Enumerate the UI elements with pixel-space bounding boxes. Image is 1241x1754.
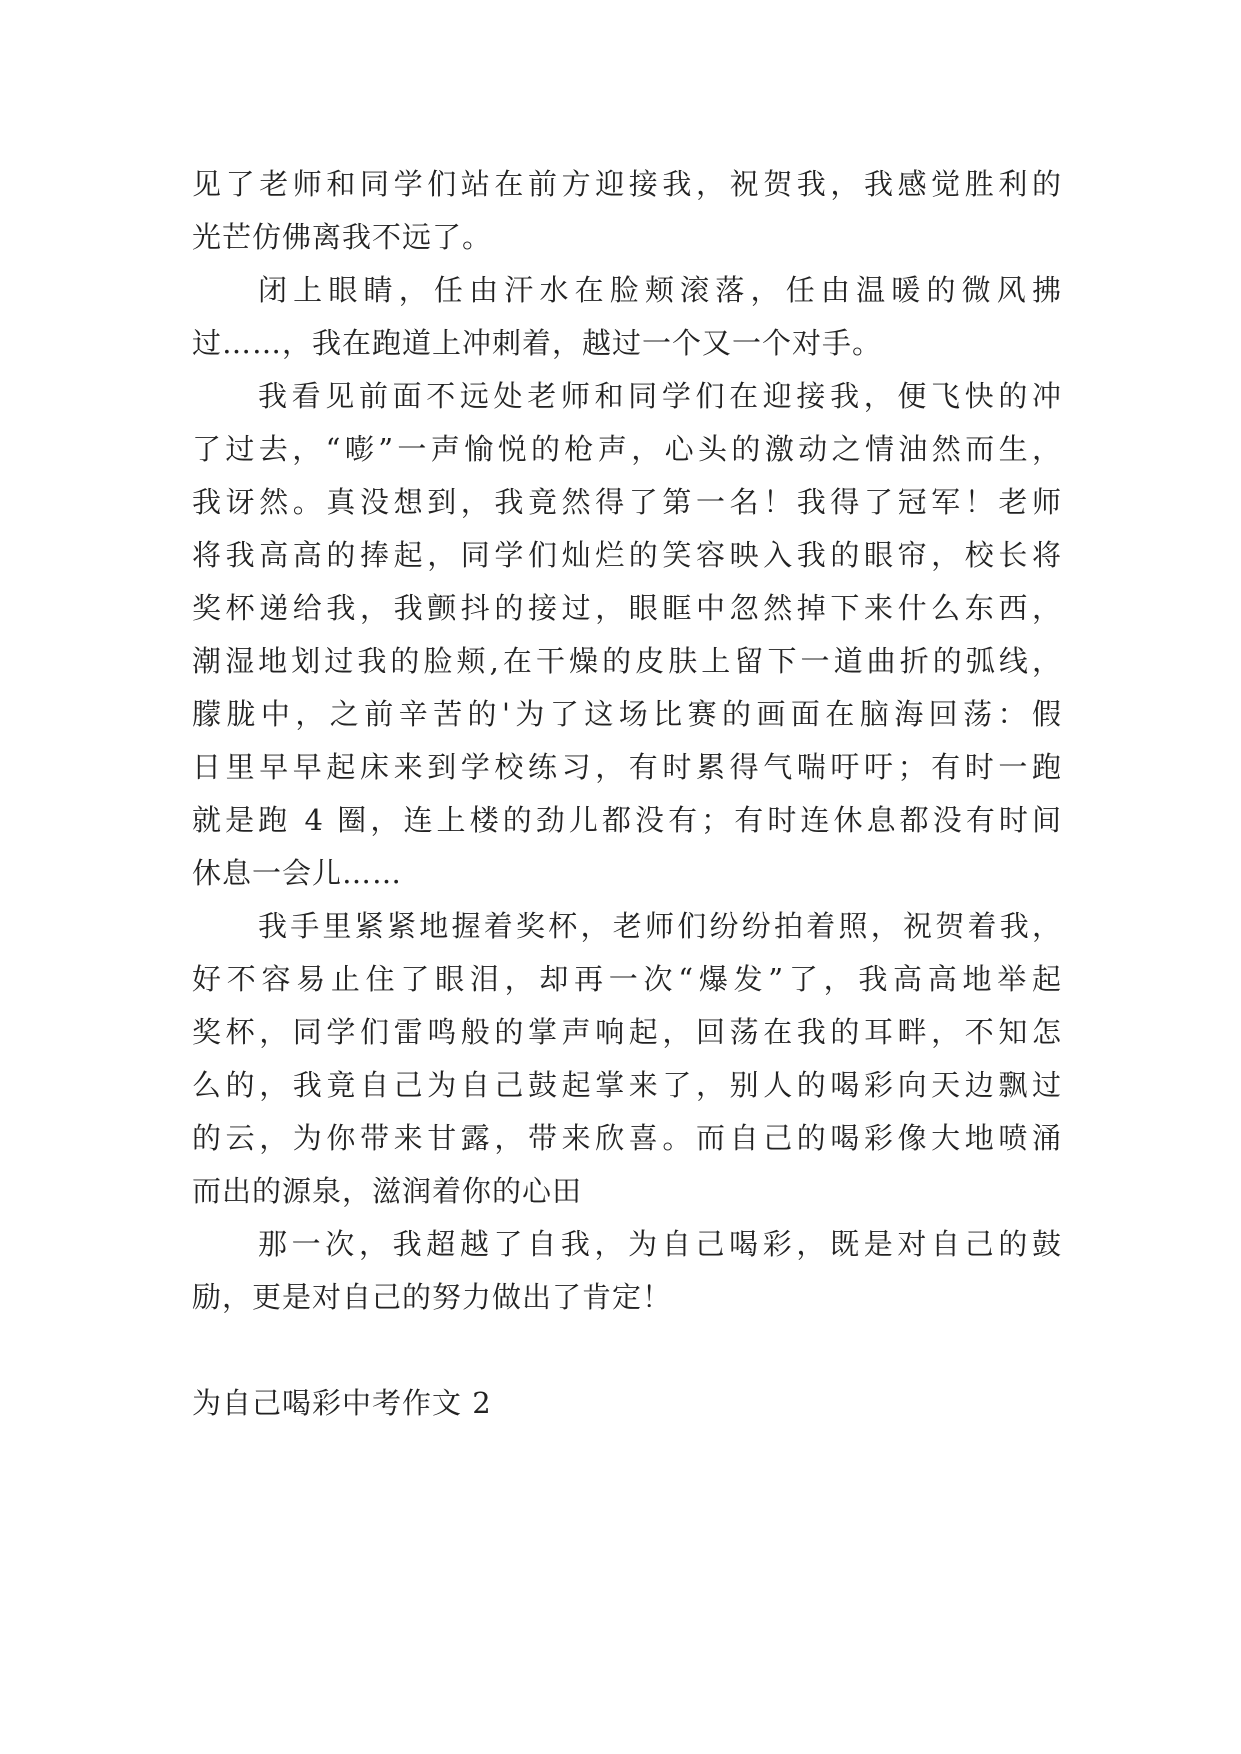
text-line: 光芒仿佛离我不远了。: [192, 220, 493, 254]
text-line: 见了老师和同学们站在前方迎接我，祝贺我，我感觉胜利的: [192, 167, 1062, 201]
text-line: 奖杯，同学们雷鸣般的掌声响起，回荡在我的耳畔，不知怎: [192, 1015, 1062, 1049]
blank-line: [192, 1324, 1062, 1377]
text-line: 闭上眼睛，任由汗水在脸颊滚落，任由温暖的微风拂: [258, 273, 1062, 307]
section-heading: 为自己喝彩中考作文 2: [192, 1386, 492, 1420]
paragraph-2: [192, 264, 1062, 370]
text-line: 那一次，我超越了自我，为自己喝彩，既是对自己的鼓: [258, 1227, 1062, 1261]
essay-body: [192, 158, 1062, 1430]
text-line: 休息一会儿……: [192, 856, 403, 890]
paragraph-1: [192, 158, 1062, 264]
text-line: 了过去，“嘭”一声愉悦的枪声，心头的激动之情油然而生，: [192, 432, 1062, 466]
text-line: 就是跑 4 圈，连上楼的劲儿都没有；有时连休息都没有时间: [192, 803, 1062, 837]
text-line: 将我高高的捧起，同学们灿烂的笑容映入我的眼帘，校长将: [192, 538, 1062, 572]
paragraph-4: [192, 900, 1062, 1218]
text-line: 而出的源泉，滋润着你的心田: [192, 1174, 583, 1208]
text-line: 好不容易止住了眼泪，却再一次“爆发”了，我高高地举起: [192, 962, 1062, 996]
text-line: 我看见前面不远处老师和同学们在迎接我，便飞快的冲: [258, 379, 1062, 413]
text-line: 过……，我在跑道上冲刺着，越过一个又一个对手。: [192, 326, 883, 360]
text-line: 励，更是对自己的努力做出了肯定！: [192, 1280, 673, 1314]
text-line: 日里早早起床来到学校练习，有时累得气喘吁吁；有时一跑: [192, 750, 1062, 784]
text-line: 朦胧中，之前辛苦的'为了这场比赛的画面在脑海回荡：假: [192, 697, 1062, 731]
paragraph-3: [192, 370, 1062, 900]
paragraph-5: [192, 1218, 1062, 1324]
text-line: 潮湿地划过我的脸颊,在干燥的皮肤上留下一道曲折的弧线，: [192, 644, 1062, 678]
text-line: 我手里紧紧地握着奖杯，老师们纷纷拍着照，祝贺着我，: [258, 909, 1062, 943]
text-line: 的云，为你带来甘露，带来欣喜。而自己的喝彩像大地喷涌: [192, 1121, 1062, 1155]
text-line: 么的，我竟自己为自己鼓起掌来了，别人的喝彩向天边飘过: [192, 1068, 1062, 1102]
text-line: 我讶然。真没想到，我竟然得了第一名！我得了冠军！老师: [192, 485, 1062, 519]
text-line: 奖杯递给我，我颤抖的接过，眼眶中忽然掉下来什么东西，: [192, 591, 1062, 625]
